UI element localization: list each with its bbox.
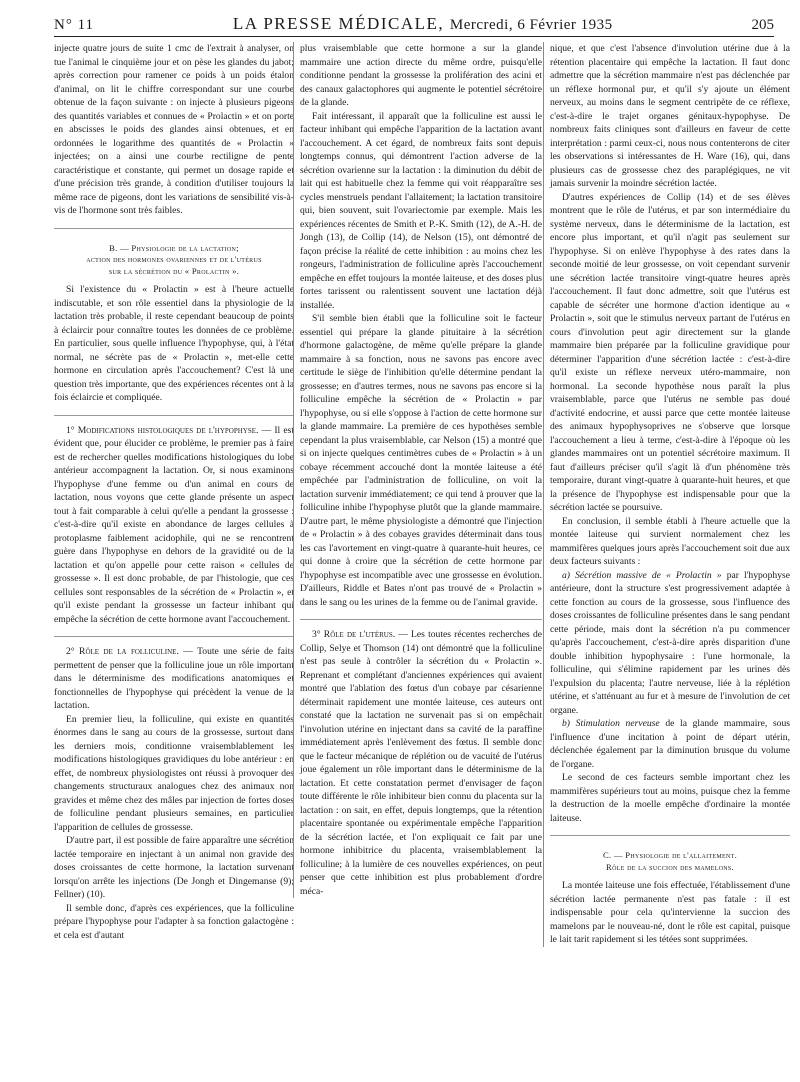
paragraph: — Toute une série de faits permettent de penser que la folliculine joue un rôle important dans le déterminisme des modifications anatomiques et fonctionnelles de l'hypophyse qui précèdent la venue de la lactation. (54, 646, 294, 711)
paragraph: nique, et que c'est l'absence d'involution utérine due à la rétention placentaire qui empêche la lactation. Il faut donc admettre que la sécrétion mammaire n'est pas déclenchée par un réflexe hormonal pur, et qu'il s'y ajoute un élément nerveux, au moins dans le segment centripète de ce réflexe, c'est-à-dire le trajet organes génitaux-hypophyse. De nombreux faits cliniques sont d'ailleurs en faveur de cette interprétation : parmi ceux-ci, nous nous contenterons de citer les observations si intéressantes de H. Ware (16), qui, dans plusieurs cas de grossesse chez des paraplégiques, ne vit jamais survenir la moindre sécrétion lactée. (550, 43, 790, 189)
issue-date: Mercredi, 6 Février 1935 (449, 17, 613, 33)
section-heading-line: sur la sécrétion du « Prolactin ». (108, 265, 240, 276)
item-label: b) Stimulation nerveuse (562, 718, 660, 729)
paragraph: En premier lieu, la folliculine, qui existe en quantités énormes dans le sang au cours de la grossesse, surtout dans les derniers mois, conditionne vraisemblablement les modifications histologiques gravidiques du lobe antérieur : en effet, de nombreux physiologistes ont réussi à provoquer des changements structuraux analogues chez des animaux non gravides et même chez des mâles par injection de fortes doses de folliculine pendant plusieurs semaines, en particulier l'apparition de cellules de grossesse. (54, 713, 294, 833)
journal-name: LA PRESSE MÉDICALE, (232, 14, 445, 33)
subsection-heading: 1° Modifications histologiques de l'hypophyse. (66, 424, 259, 436)
section-heading-b (54, 243, 294, 278)
divider (54, 228, 294, 229)
column-3 (543, 42, 790, 947)
page-header (54, 14, 774, 37)
journal-title (233, 14, 613, 34)
paragraph: En conclusion, il semble établi à l'heure actuelle que la montée laiteuse qui survient normalement chez les mammifères quelques jours après l'accouchement soit due aux deux facteurs suivants : (550, 515, 790, 567)
paragraph: Si l'existence du « Prolactin » est à l'heure actuelle indiscutable, et son rôle essentiel dans la physiologie de la lactation très probable, il reste cependant beaucoup de points à éclaircir pour connaître toutes les données de ce problème. En particulier, sous quelle influence l'hypophyse, qui, à l'état normal, ne sécrète pas de « Prolactin », met-elle cette hormone en circulation après l'accouchement? C'est là une question très importante, que des expériences récentes ont à la fois éclaircie et compliquée. (54, 284, 294, 403)
paragraph: Fait intéressant, il apparaît que la folliculine est aussi le facteur inhibant qui empêche l'apparition de la lactation avant l'accouchement. A cet égard, de nombreux faits sont depuis longtemps connus, qui démontrent l'action adverse de la sécrétion ovarienne sur la lactation : la diminution du débit de lait qui est habituelle chez la femme qui voit réapparaître ses cycles menstruels pendant l'allaitement; la lactation transitoire qui, bien souvent, suit l'ovariectomie par exemple. Mais les expériences récentes de Smith et P.-K. Smith (12), de A.-H. de Jongh (13), de Collip (14), de Nelson (15), ont démontré de façon précise la réalité de cette inhibition : au moins chez les rongeurs, l'administration de folliculine après l'accouchement empêche en effet toujours la montée laiteuse, et des doses plus fortes tarissent ou ralentissent souvent une lactation déjà installée. (300, 110, 542, 311)
paragraph: S'il semble bien établi que la folliculine soit le facteur essentiel qui prépare la glande pituitaire à la sécrétion d'hormone galactogène, de même qu'elle prépare la glande mammaire à sa fonction, nous ne savons pas encore avec certitude le siège de l'inhibition qu'elle détermine pendant la grossesse; en d'autres termes, nous ne savons pas encore si la folliculine empêche la sécrétion de « Prolactin » par l'hypophyse, ou si elle s'oppose à l'action de cette hormone sur la glande mammaire. La première de ces hypothèses semble cependant la plus vraisemblable, car Nelson (15) a montré que si on injecte quelques centimètres cubes de « Prolactin » à un cobaye récemment accouché dont la montée laiteuse a été empêchée par l'administration de folliculine, on voit la lactation survenir immédiatement; ce qui tend à prouver que la folliculine inhibe l'hypophyse plutôt que la glande mammaire. D'autre part, le même physiologiste a démontré que l'injection de « Prolactin » à des cobayes gravides déterminait dans tous les cas l'avortement en vingt-quatre à quarante-huit heures, ce qui donne à croire que la sécrétion de cette hormone par l'hypophyse est incompatible avec une grossesse en évolution. D'ailleurs, Riddle et Bates n'ont pas trouvé de « Prolactin » dans le sang ou les urines de la femme ou de l'animal gravide. (300, 313, 542, 608)
section-heading-line: B. — Physiologie de la lactation; (109, 242, 239, 253)
paragraph: D'autres expériences de Collip (14) et de ses élèves montrent que le rôle de l'utérus, et par son intermédiaire du système nerveux, dans le déterminisme de la lactation, est encore plus important, et qu'il n'agit pas seulement sur l'hypophyse. Si on enlève l'hypophyse à des rates dans la seconde moitié de leur grossesse, on voit cependant survenir une sécrétion lactée transitoire vingt-quatre heures après l'accouchement. Il faut donc admettre, soit que l'utérus est capable de sécréter une hormone d'action identique au « Prolactin », soit que le stimulus nerveux partant de l'utérus en cours d'involution peut agir directement sur la glande mammaire bien préparée par la folliculine gravidique pour déterminer l'apparition d'une sécrétion lactée : c'est-à-dire qu'il existe un réflexe nerveux utéro-mammaire, non hormonal. La seconde hypothèse nous paraît la plus vraisemblable, parce que l'utérus ne semble pas doué d'activité endocrine, et aussi parce que cette montée laiteuse des animaux hypophysoprives ne s'observe que lorsque l'accouchement a lieu à terme, c'est-à-dire à l'époque où les glandes mammaires ont un potentiel sécrétoire maximum. Il faut d'ailleurs préciser qu'il s'agit là d'un phénomène très temporaire, durant vingt-quatre à quarante-huit heures, et que la présence de l'hypophyse est indispensable pour que la sécrétion lactée se poursuive. (550, 191, 790, 513)
subsection-heading: 2° Rôle de la folliculine. (66, 646, 179, 657)
column-1 (54, 42, 294, 942)
issue-number: N° 11 (54, 17, 95, 33)
divider (550, 835, 790, 836)
paragraph: injecte quatre jours de suite 1 cmc de l'extrait à analyser, on tue l'animal le cinquième jour et on pèse les glandes du jabot; après correction pour ramener ce poids à un poids étalon d'animal, on lit le chiffre correspondant sur une courbe obtenue de la façon suivante : on injecte à plusieurs pigeons des quantités variables et connues de « Prolactin » et on porte en abscisses le poids des glandes ainsi obtenues, et en ordonnées le logarithme des quantités de « Prolactin » injectées; on a ainsi une courbe rectiligne de pente caractéristique et constante, qui permet un dosage rapide et d'une précision très grande, à condition d'utiliser toujours la même race de pigeons, dont les variations de sensibilité vis-à-vis de l'hormone sont très faibles. (54, 43, 294, 216)
section-heading-line: Rôle de la succion des mamelons. (606, 861, 734, 872)
divider (300, 619, 542, 620)
section-heading-line: C. — Physiologie de l'allaitement. (602, 850, 738, 860)
paragraph: Le second de ces facteurs semble important chez les mammifères supérieurs tout au moins, puisque chez la femme la destruction de la moelle empêche d'ordinaire la montée laiteuse. (550, 772, 790, 824)
divider (54, 636, 294, 637)
paragraph: plus vraisemblable que cette hormone a sur la glande mammaire une action directe du même ordre, puisqu'elle conditionne pendant la grossesse la prolifération des acini et des canaux galactophores qui augmente le potentiel sécrétoire de la glande. (300, 43, 542, 108)
column-2 (293, 42, 542, 898)
paragraph: — Il est évident que, pour élucider ce problème, le premier pas à faire est de rechercher quelles modifications histologiques du lobe antérieur accompagnent la lactation. Or, si nous examinons l'hypophyse d'une femme ou d'un animal en cours de lactation, nous voyons que cette glande présente un aspect tout à fait comparable à celui qu'elle a pendant la grossesse : c'est-à-dire qu'il existe en abondance de larges cellules à protoplasme faiblement acidophile, qui ne se rencontrent guère dans l'hypophyse en dehors de la gravidité ou de la lactation et qu'on appelle pour cette raison « cellules de grossesse ». Il est donc probable, de par l'histologie, que ces cellules sont responsables de la sécrétion de « Prolactin », et qu'il existe pendant la grossesse un facteur inhibant qui empêche la sécrétion de cette hormone avant l'accouchement. (54, 424, 294, 625)
divider (54, 415, 294, 416)
paragraph: D'autre part, il est possible de faire apparaître une sécrétion lactée temporaire en injectant à un animal non gravide des doses croissantes de cette hormone, la lactation survenant lorsqu'on arrête les injections (De Jongh et Dingemanse (9); Fellner) (10). (54, 835, 294, 900)
subsection-heading: 3° Rôle de l'utérus. (312, 629, 396, 640)
paragraph: Il semble donc, d'après ces expériences, que la folliculine prépare l'hypophyse pour l'adapter à sa fonction galactogène : et cela est d'autant (54, 902, 294, 941)
paragraph: La montée laiteuse une fois effectuée, l'établissement d'une sécrétion lactée permanente n'est pas fatale : il est indispensable pour cela qu'intervienne la succion des mamelons par le nouveau-né, dont le rôle est capital, puisque le lait tarit rapidement si les tétées sont supprimées. (550, 880, 790, 945)
page-number: 205 (751, 17, 774, 33)
paragraph: de la glande mammaire, sous l'influence d'une incitation à point de départ utérin, déclenchée également par la diminution brusque du volume de l'organe. (550, 718, 790, 770)
item-label: a) Sécrétion massive de « Prolactin » (562, 569, 722, 581)
paragraph: — Les toutes récentes recherches de Collip, Selye et Thomson (14) ont démontré que la folliculine n'est pas seule à contrôler la sécrétion du « Prolactin ». Reprenant et complétant d'anciennes expériences qui avaient montré que l'ablation des fœtus d'un cobaye par césarienne déterminait rapidement une montée laiteuse, ces auteurs ont constaté que la lactation ne survenait pas si on empêchait l'involution utérine en injectant dans sa cavité de la paraffine immédiatement après l'enlèvement des fœtus. Il semble donc que le facteur mécanique de réplétion ou de vacuité de l'utérus joue également un rôle important dans le déterminisme de la lactation. Et cette constatation permet d'envisager de façon toute différente le rôle inhibiteur bien connu du placenta sur la lactation : on sait, en effet, depuis longtemps, que la rétention placentaire spontanée ou expérimentale empêche l'apparition de la sécrétion lactée, et l'on expliquait ce fait par une hormone inhibitrice du placenta, vraisemblablement la folliculine; à la lumière de ces nouvelles expériences, on peut penser que cette inhibition est plus probablement d'ordre méca- (300, 629, 542, 897)
section-heading-line: action des hormones ovariennes et de l'utérus (86, 254, 262, 264)
section-heading-c (550, 850, 790, 873)
paragraph: par l'hypophyse antérieure, dont la structure s'est progressivement adaptée à cette fonction au cours de la grossesse, sous l'influence des doses croissantes de folliculine présentes dans le sang pendant cette période, mais dont la sécrétion n'a pu commencer qu'après l'accouchement, c'est-à-dire après disparition d'une double inhibition hypophysaire : l'une hormonale, la folliculine, qui s'élimine rapidement par les urines dès l'expulsion du placenta; l'autre nerveuse, liée à la réplétion utérine, et s'atténuant au fur et à mesure de l'involution de cet organe. (550, 569, 790, 716)
